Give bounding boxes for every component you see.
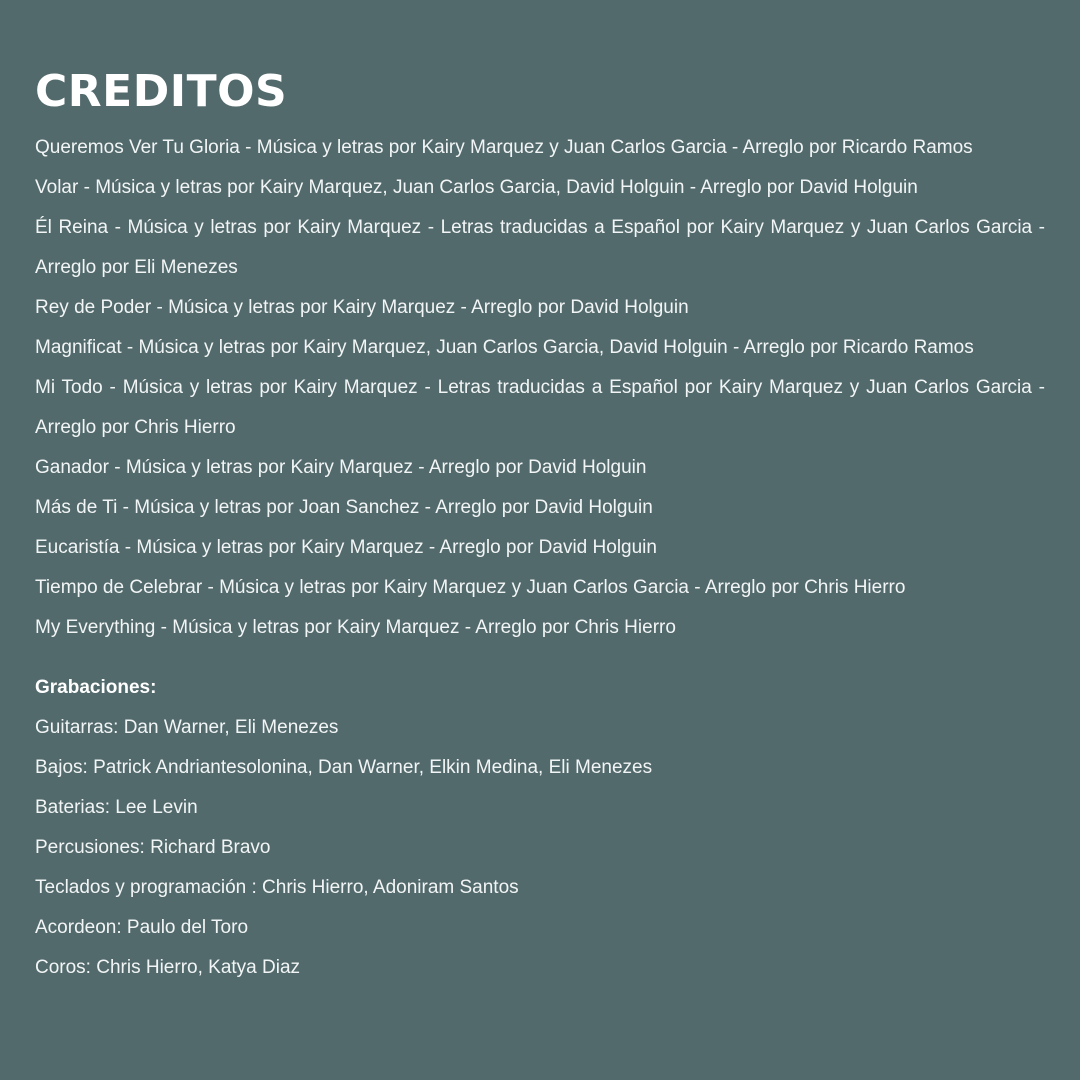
- song-credit: Magnificat - Música y letras por Kairy Marquez, Juan Carlos Garcia, David Holguin - Arreglo por Ricardo Ramos: [35, 337, 974, 358]
- song-credit: My Everything - Música y letras por Kairy Marquez - Arreglo por Chris Hierro: [35, 617, 676, 638]
- song-credits-list: [35, 128, 1045, 648]
- song-credit: Queremos Ver Tu Gloria - Música y letras por Kairy Marquez y Juan Carlos Garcia - Arreglo por Ricardo Ramos: [35, 137, 973, 158]
- song-credit: Tiempo de Celebrar - Música y letras por Kairy Marquez y Juan Carlos Garcia - Arreglo por Chris Hierro: [35, 577, 906, 598]
- song-credit: Eucaristía - Música y letras por Kairy Marquez - Arreglo por David Holguin: [35, 537, 657, 558]
- song-credit: Rey de Poder - Música y letras por Kairy Marquez - Arreglo por David Holguin: [35, 297, 689, 318]
- recording-credit: Acordeon: Paulo del Toro: [35, 917, 249, 938]
- recording-credit: Guitarras: Dan Warner, Eli Menezes: [35, 717, 339, 738]
- recording-credit: Teclados y programación : Chris Hierro, Adoniram Santos: [35, 877, 519, 898]
- recording-credit: Baterias: Lee Levin: [35, 797, 198, 818]
- recording-credit: Coros: Chris Hierro, Katya Diaz: [35, 957, 301, 978]
- song-credit: Más de Ti - Música y letras por Joan Sanchez - Arreglo por David Holguin: [35, 497, 653, 518]
- song-credit: Ganador - Música y letras por Kairy Marquez - Arreglo por David Holguin: [35, 457, 647, 478]
- recording-credit: Bajos: Patrick Andriantesolonina, Dan Warner, Elkin Medina, Eli Menezes: [35, 757, 653, 778]
- recording-credit: Percusiones: Richard Bravo: [35, 837, 271, 858]
- song-credit: Mi Todo - Música y letras por Kairy Marquez - Letras traducidas a Español por Kairy Marquez y Juan Carlos Garcia - Arreglo por Chris Hierro: [35, 377, 1045, 438]
- song-credit: Él Reina - Música y letras por Kairy Marquez - Letras traducidas a Español por Kairy Marquez y Juan Carlos Garcia - Arreglo por Eli Menezes: [35, 217, 1045, 278]
- song-credit: Volar - Música y letras por Kairy Marquez, Juan Carlos Garcia, David Holguin - Arreglo por David Holguin: [35, 177, 918, 198]
- recordings-heading: Grabaciones:: [35, 677, 157, 698]
- page-title: CREDITOS: [35, 66, 288, 117]
- recordings-section: [35, 668, 1045, 988]
